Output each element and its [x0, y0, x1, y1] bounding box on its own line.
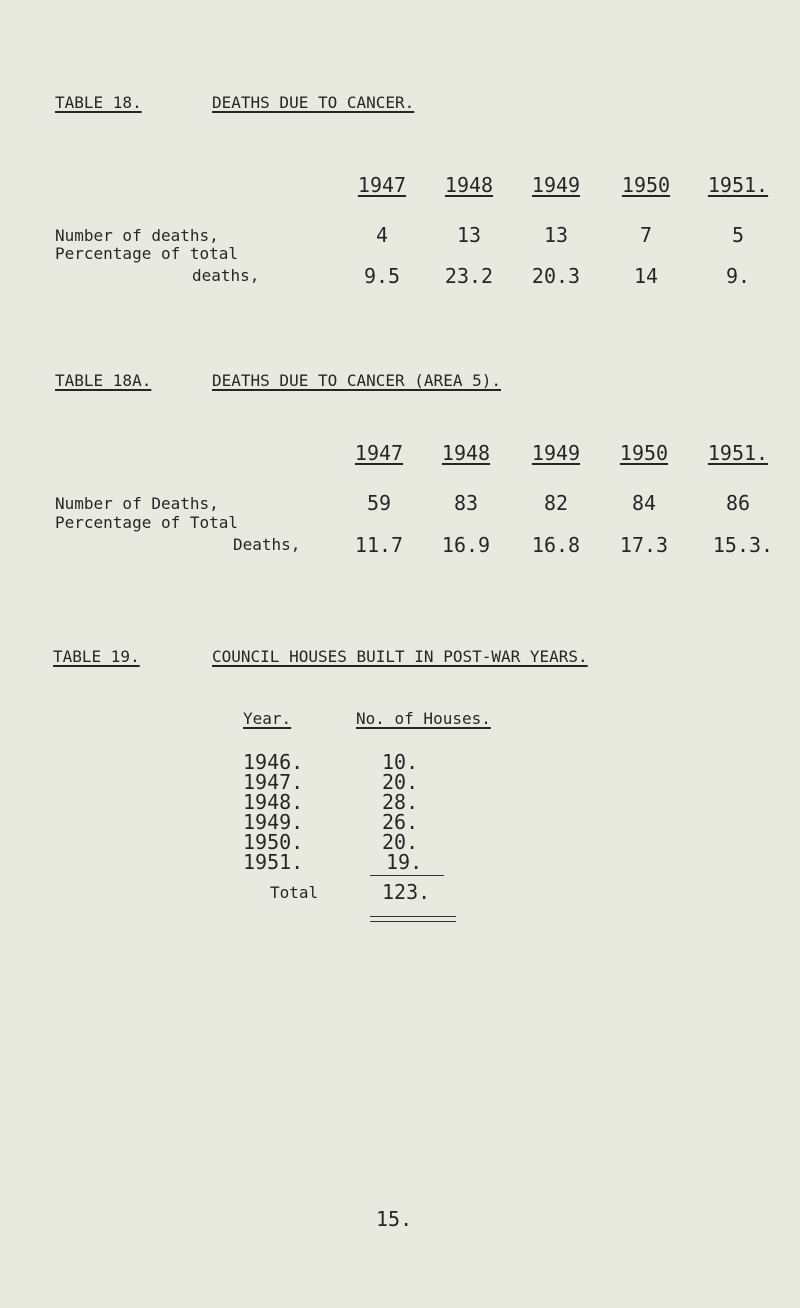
- table18-title: DEATHS DUE TO CANCER.: [212, 93, 415, 112]
- table18-year-1950: 1950: [621, 173, 671, 197]
- table18-year-1949: 1949: [531, 173, 581, 197]
- table18a-deaths-label: Number of Deaths,: [55, 494, 219, 513]
- table19-col-year: Year.: [243, 709, 292, 728]
- table19-houses-1951: 19.: [386, 850, 423, 874]
- table18-label: TABLE 18.: [55, 93, 142, 112]
- total-rule-1: [370, 916, 456, 917]
- table19-houses-1947: 20.: [382, 770, 419, 794]
- table19-houses-1946: 10.: [382, 750, 419, 774]
- page-number: 15.: [376, 1207, 413, 1231]
- table19-year-1946: 1946.: [243, 750, 304, 774]
- table18a-year-1947: 1947: [354, 441, 404, 465]
- table18a-title: DEATHS DUE TO CANCER (AREA 5).: [212, 371, 501, 390]
- table18a-percent-1947: 11.7: [354, 533, 404, 557]
- table18a-year-1950: 1950: [619, 441, 669, 465]
- table18a-deaths-1947: 59: [366, 491, 392, 515]
- table19-year-1948: 1948.: [243, 790, 304, 814]
- table18a-percent-label-a: Percentage of Total: [55, 513, 239, 532]
- table18-percent-label-a: Percentage of total: [55, 244, 239, 263]
- table18a-deaths-1950: 84: [631, 491, 657, 515]
- table18-deaths-1950: 7: [639, 223, 653, 247]
- table18a-percent-label-b: Deaths,: [233, 535, 301, 554]
- total-rule-2: [370, 921, 456, 922]
- table18-percent-label-b: deaths,: [192, 266, 260, 285]
- table19-year-1951: 1951.: [243, 850, 304, 874]
- table18-percent-1948: 23.2: [444, 264, 494, 288]
- table18-deaths-1948: 13: [456, 223, 482, 247]
- table18a-percent-1948: 16.9: [441, 533, 491, 557]
- table18a-deaths-1948: 83: [453, 491, 479, 515]
- table18a-deaths-1951: 86: [725, 491, 751, 515]
- table18-deaths-1951: 5: [731, 223, 745, 247]
- table18a-deaths-1949: 82: [543, 491, 569, 515]
- table19-col-houses: No. of Houses.: [356, 709, 491, 728]
- table19-label: TABLE 19.: [53, 647, 140, 666]
- table18-percent-1949: 20.3: [531, 264, 581, 288]
- table19-houses-1949: 26.: [382, 810, 419, 834]
- table19-year-1950: 1950.: [243, 830, 304, 854]
- table19-total-value: 123.: [382, 880, 431, 904]
- table18-year-1948: 1948: [444, 173, 494, 197]
- table19-title: COUNCIL HOUSES BUILT IN POST-WAR YEARS.: [212, 647, 588, 666]
- table19-houses-1950: 20.: [382, 830, 419, 854]
- table18a-percent-1949: 16.8: [531, 533, 581, 557]
- table18-year-1951: 1951.: [707, 173, 769, 197]
- table18a-percent-1951: 15.3.: [712, 533, 774, 557]
- table18-deaths-1947: 4: [375, 223, 389, 247]
- table18-deaths-label: Number of deaths,: [55, 226, 219, 245]
- table18a-label: TABLE 18A.: [55, 371, 152, 390]
- table19-year-1949: 1949.: [243, 810, 304, 834]
- table18a-year-1951: 1951.: [707, 441, 769, 465]
- table18-percent-1950: 14: [633, 264, 659, 288]
- table19-year-1947: 1947.: [243, 770, 304, 794]
- table18-percent-1947: 9.5: [363, 264, 401, 288]
- table18-deaths-1949: 13: [543, 223, 569, 247]
- subtotal-rule: [370, 875, 444, 876]
- table18-year-1947: 1947: [357, 173, 407, 197]
- table18a-percent-1950: 17.3: [619, 533, 669, 557]
- table18a-year-1948: 1948: [441, 441, 491, 465]
- table19-houses-1948: 28.: [382, 790, 419, 814]
- table18a-year-1949: 1949: [531, 441, 581, 465]
- table18-percent-1951: 9.: [725, 264, 751, 288]
- table19-total-label: Total: [270, 883, 319, 902]
